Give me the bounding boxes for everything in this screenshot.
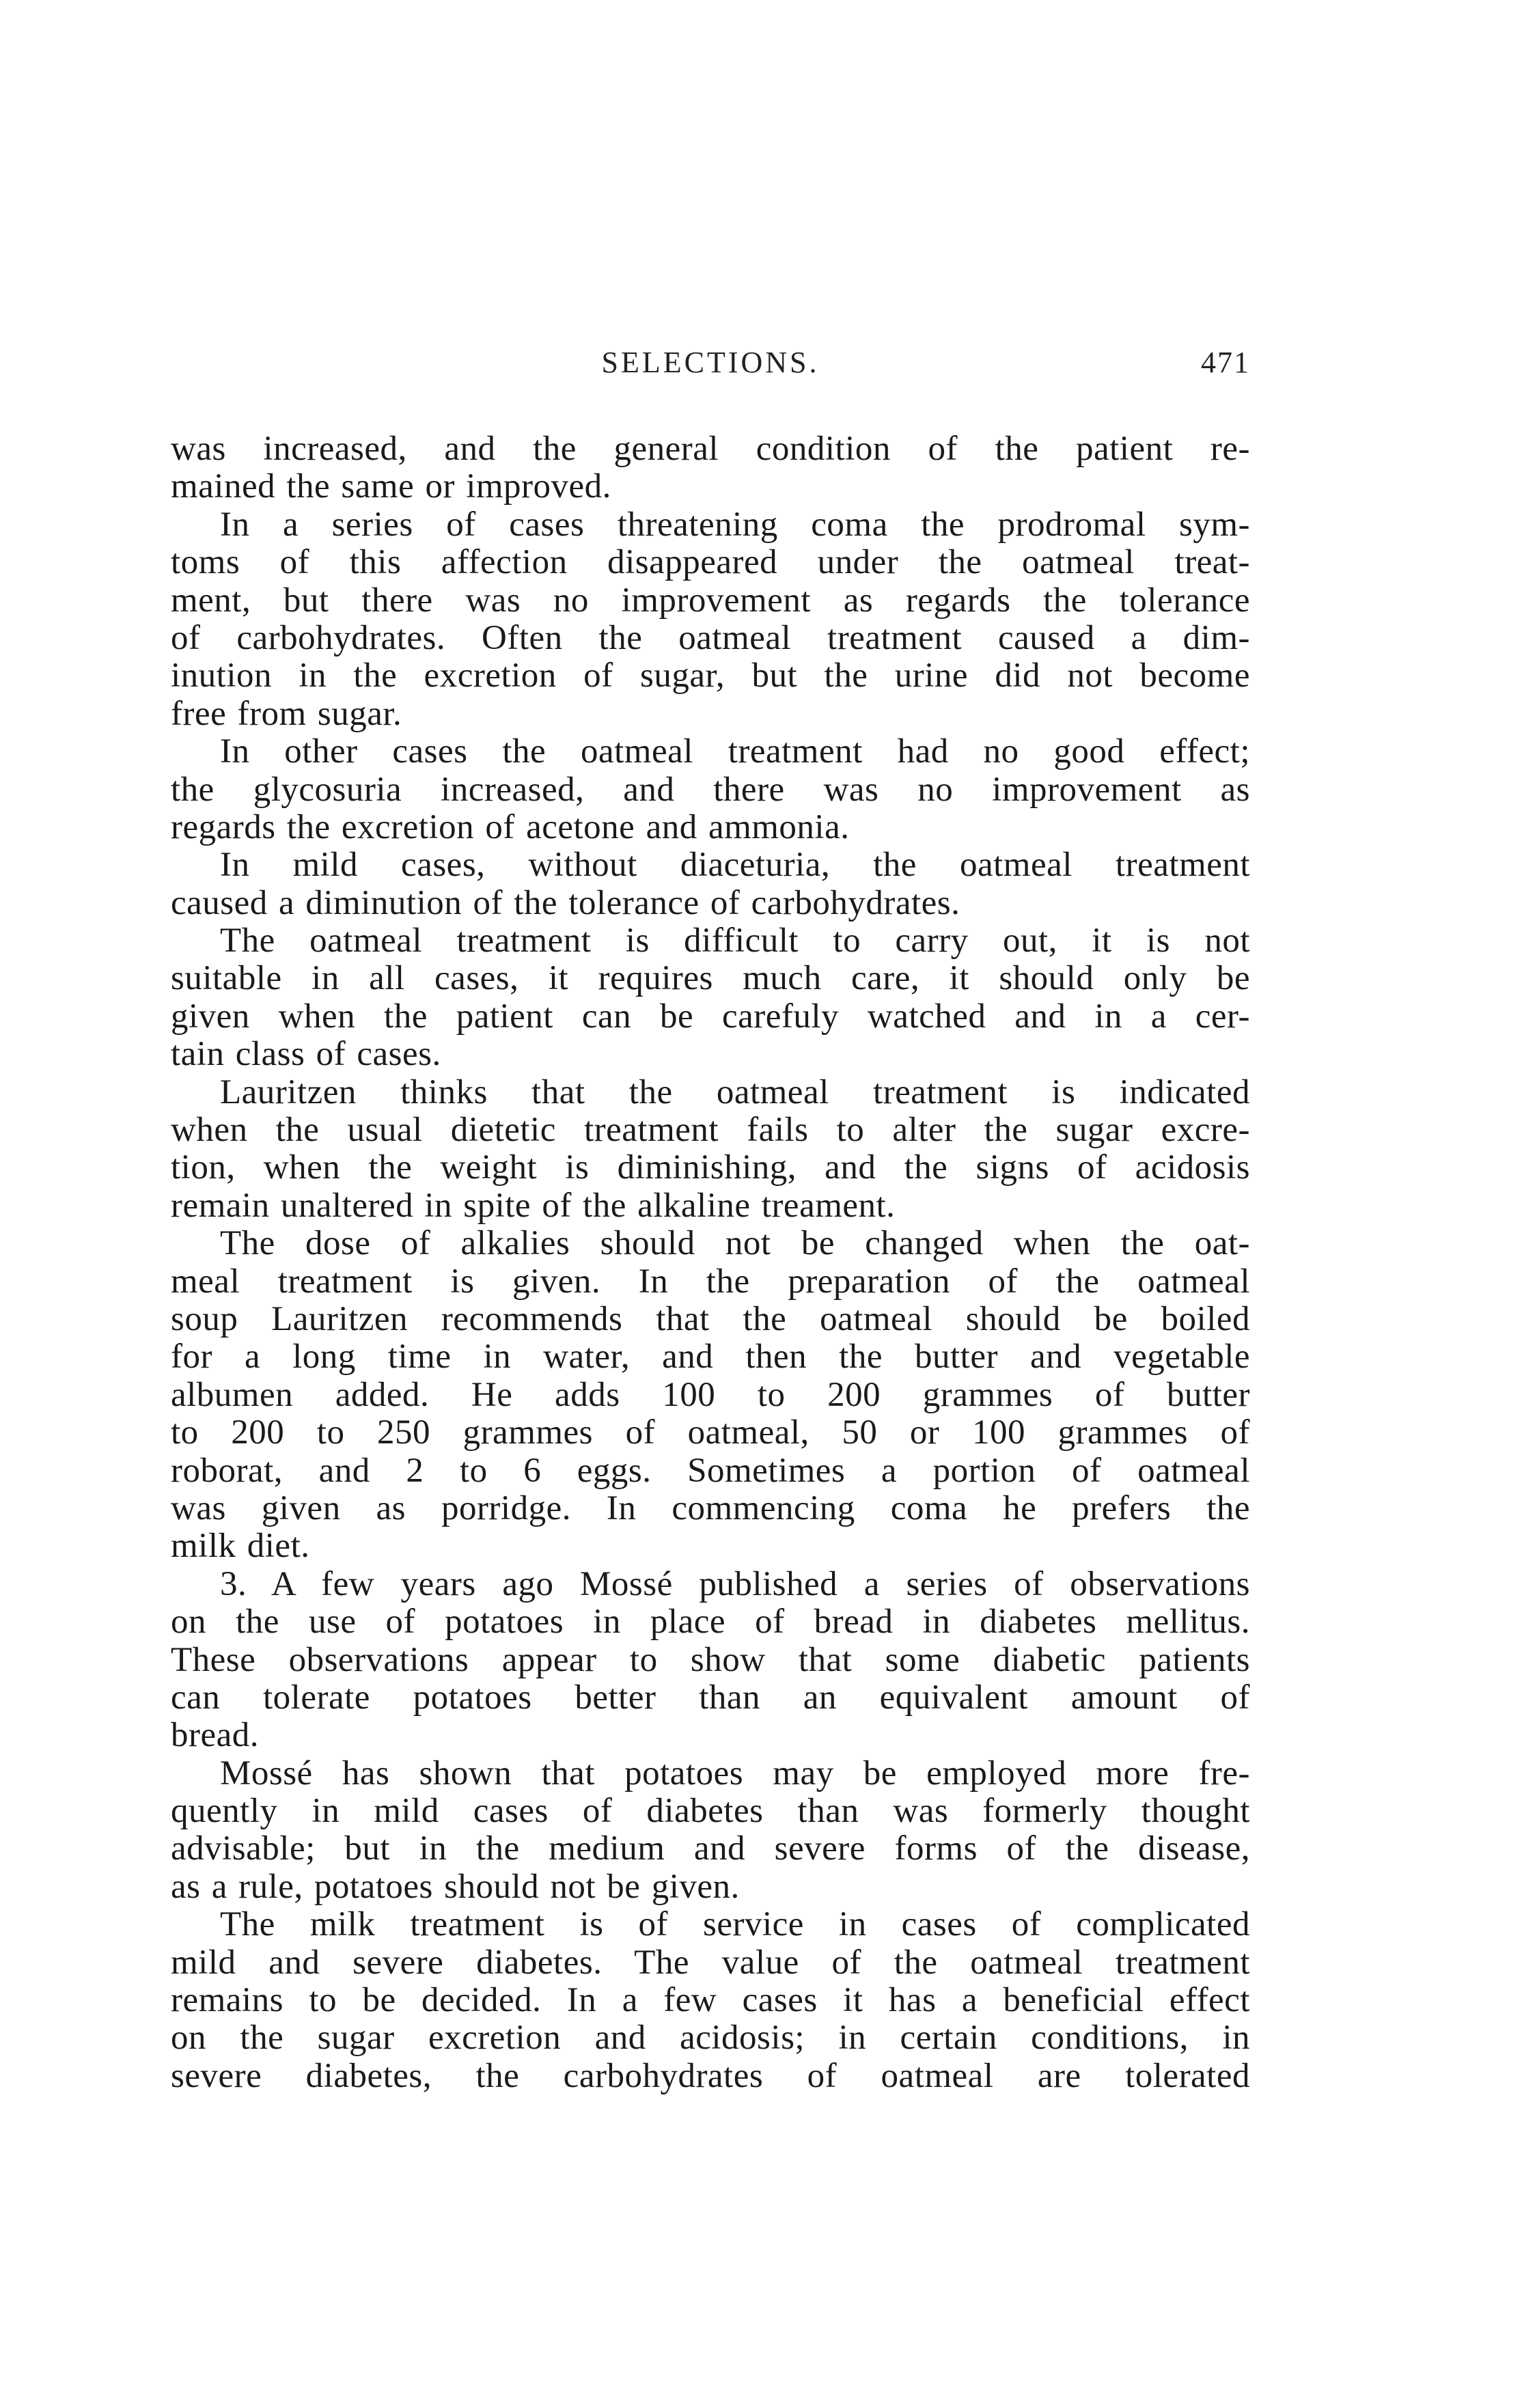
text-line: roborat, and 2 to 6 eggs. Sometimes a portion of oatmeal bbox=[171, 1451, 1250, 1490]
text-line: given when the patient can be carefuly watched and in a cer- bbox=[171, 997, 1250, 1036]
text-line: as a rule, potatoes should not be given. bbox=[171, 1867, 740, 1906]
text-line: mild and severe diabetes. The value of the oatmeal treatment bbox=[171, 1943, 1250, 1982]
text-line: on the sugar excretion and acidosis; in certain conditions, in bbox=[171, 2019, 1250, 2058]
text-line: when the usual dietetic treatment fails to alter the sugar excre- bbox=[171, 1111, 1250, 1150]
text-line: albumen added. He adds 100 to 200 grammes of butter bbox=[171, 1375, 1250, 1414]
text-line: These observations appear to show that some diabetic patients bbox=[171, 1640, 1250, 1679]
text-line: In a series of cases threatening coma the prodromal sym- bbox=[220, 505, 1250, 544]
text-line: The milk treatment is of service in cases of complicated bbox=[220, 1905, 1250, 1944]
text-line: tion, when the weight is diminishing, and the signs of acidosis bbox=[171, 1148, 1250, 1187]
text-line: Mossé has shown that potatoes may be employed more fre- bbox=[220, 1754, 1250, 1793]
text-line: regards the excretion of acetone and ammonia. bbox=[171, 807, 850, 846]
text-line: tain class of cases. bbox=[171, 1035, 441, 1074]
text-line: milk diet. bbox=[171, 1527, 310, 1566]
text-line: meal treatment is given. In the preparation of the oatmeal bbox=[171, 1262, 1250, 1301]
text-line: to 200 to 250 grammes of oatmeal, 50 or 100 grammes of bbox=[171, 1413, 1250, 1452]
text-line: was given as porridge. In commencing coma he prefers the bbox=[171, 1489, 1250, 1527]
text-line: of carbohydrates. Often the oatmeal treatment caused a dim- bbox=[171, 618, 1250, 657]
text-line: suitable in all cases, it requires much care, it should only be bbox=[171, 959, 1250, 998]
text-line: mained the same or improved. bbox=[171, 467, 611, 506]
text-line: remains to be decided. In a few cases it has a beneficial effect bbox=[171, 1981, 1250, 2020]
text-line: soup Lauritzen recommends that the oatmeal should be boiled bbox=[171, 1299, 1250, 1338]
text-line: The dose of alkalies should not be changed when the oat- bbox=[220, 1224, 1250, 1263]
text-line: free from sugar. bbox=[171, 694, 402, 733]
running-title: SELECTIONS. bbox=[601, 346, 820, 379]
text-line: on the use of potatoes in place of bread in diabetes mellitus. bbox=[171, 1603, 1250, 1642]
text-line: Lauritzen thinks that the oatmeal treatment is indicated bbox=[220, 1072, 1250, 1111]
text-line: In other cases the oatmeal treatment had no good effect; bbox=[220, 732, 1250, 771]
text-line: toms of this affection disappeared under the oatmeal treat- bbox=[171, 543, 1250, 582]
text-line: advisable; but in the medium and severe forms of the disease, bbox=[171, 1829, 1250, 1868]
text-line: for a long time in water, and then the butter and vegetable bbox=[171, 1338, 1250, 1376]
text-line: quently in mild cases of diabetes than was formerly thought bbox=[171, 1792, 1250, 1831]
text-line: can tolerate potatoes better than an equivalent amount of bbox=[171, 1678, 1250, 1717]
text-line: remain unaltered in spite of the alkaline treament. bbox=[171, 1186, 896, 1225]
text-line: inution in the excretion of sugar, but the urine did not become bbox=[171, 656, 1250, 695]
text-line: The oatmeal treatment is difficult to carry out, it is not bbox=[220, 922, 1250, 960]
running-head bbox=[171, 345, 1250, 386]
page-number: 471 bbox=[1201, 346, 1250, 379]
text-line: In mild cases, without diaceturia, the oatmeal treatment bbox=[220, 846, 1250, 885]
body-text bbox=[171, 430, 1250, 2095]
text-line: 3. A few years ago Mossé published a series of observations bbox=[220, 1564, 1250, 1603]
text-line: severe diabetes, the carbohydrates of oatmeal are tolerated bbox=[171, 2056, 1250, 2095]
text-line: ment, but there was no improvement as regards the tolerance bbox=[171, 581, 1250, 620]
text-line: bread. bbox=[171, 1716, 260, 1755]
text-line: caused a diminution of the tolerance of carbohydrates. bbox=[171, 883, 960, 922]
text-line: the glycosuria increased, and there was no improvement as bbox=[171, 770, 1250, 809]
text-line: was increased, and the general condition of the patient re- bbox=[171, 430, 1250, 468]
